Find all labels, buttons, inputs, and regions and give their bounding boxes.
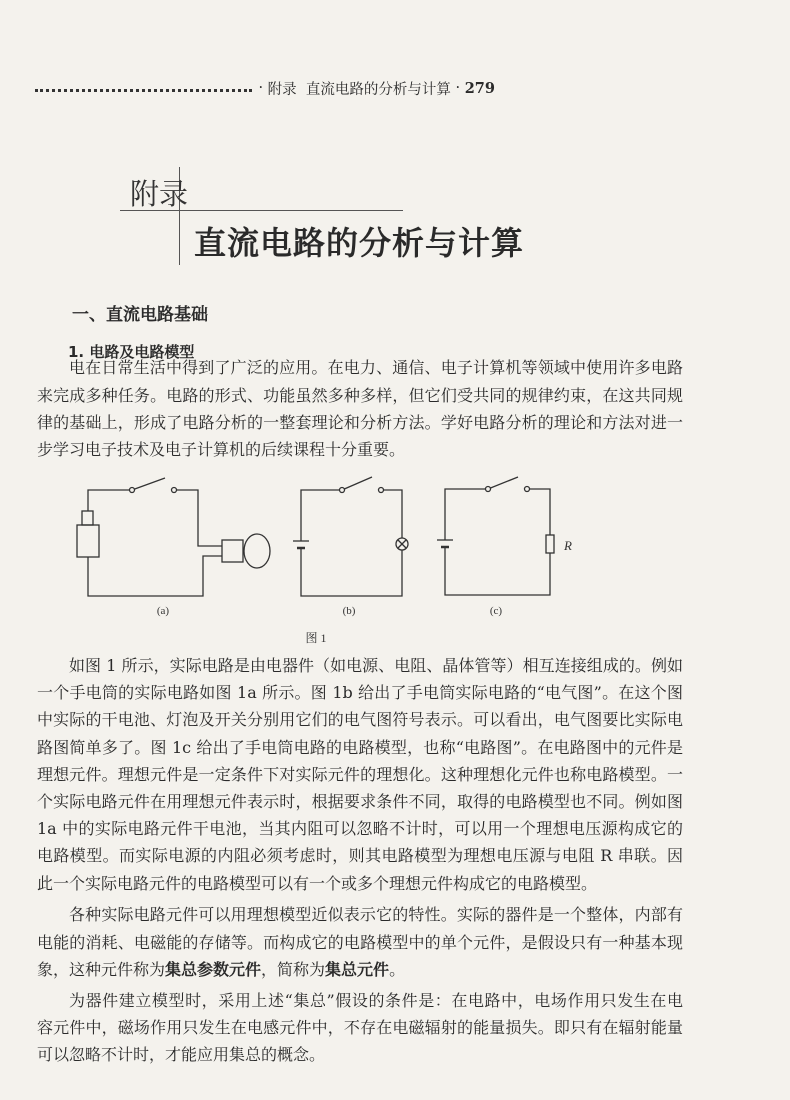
paragraph-line: 电能的消耗、电磁能的存储等。而构成它的电路模型中的单个元件，是假设只有一种基本现 [37, 933, 683, 952]
text-span: 象，这种元件称为 [37, 960, 166, 979]
label-a: (a) [156, 605, 170, 617]
paragraph-line: 电在日常生活中得到了广泛的应用。在电力、通信、电子计算机等领域中使用许多电路 [69, 358, 683, 377]
paragraph-line: 律的基础上，形成了电路分析的一整套理论和分析方法。学好电路分析的理论和方法对进一 [37, 413, 683, 432]
term-lumped-parameter-element: 集总参数元件 [165, 960, 262, 979]
paragraph-line: 为器件建立模型时，采用上述“集总”假设的条件是：在电路中，电场作用只发生在电 [69, 991, 683, 1010]
text-span: ，简称为 [261, 960, 326, 979]
circuit-c-circuit-model [437, 477, 554, 595]
paragraph-line: 步学习电子技术及电子计算机的后续课程十分重要。 [37, 440, 406, 459]
paragraph-line: 理想元件。理想元件是一定条件下对实际元件的理想化。这种理想化元件也称电路模型。一 [37, 765, 683, 784]
text-span: 。 [389, 960, 406, 979]
paragraph-line: 来完成多种任务。电路的形式、功能虽然多种多样，但它们受共同的规律约束，在这共同规 [37, 386, 683, 405]
header-title: 直流电路的分析与计算 [305, 81, 451, 98]
resistor-label: R [564, 538, 572, 553]
bulb-base [222, 540, 243, 562]
figure-1-circuits [0, 460, 790, 650]
dotted-leader [35, 89, 252, 92]
paragraph-line: 如图 1 所示，实际电路是由电器件（如电源、电阻、晶体管等）相互连接组成的。例如 [69, 656, 683, 675]
circuit-b-electrical-diagram [293, 477, 408, 596]
paragraph-line: 路图简单多了。图 1c 给出了手电筒电路的电路模型，也称“电路图”。在电路图中的元件是 [37, 738, 683, 757]
header-section: 附录 [267, 81, 297, 98]
battery-body [77, 525, 99, 557]
paragraph-line: 电路模型。而实际电源的内阻必须考虑时，则其电路模型为理想电压源与电阻 R 串联。因 [37, 846, 683, 865]
bulb-glass [244, 534, 270, 568]
paragraph-line: 1a 中的实际电路元件干电池，当其内阻可以忽略不计时，可以用一个理想电压源构成它的 [37, 819, 683, 838]
figure-caption: 图 1 [305, 631, 327, 645]
label-c: (c) [489, 605, 503, 617]
paragraph-line: 一个手电筒的实际电路如图 1a 所示。图 1b 给出了手电筒实际电路的“电气图”。在这个图 [37, 683, 683, 702]
appendix-label: 附录 [130, 177, 189, 211]
paragraph-line: 各种实际电路元件可以用理想模型近似表示它的特性。实际的器件是一个整体，内部有 [69, 905, 683, 924]
paragraph-line: 可以忽略不计时，才能应用集总的概念。 [37, 1045, 326, 1064]
paragraph-line [37, 956, 683, 984]
battery-cap [82, 511, 93, 525]
running-header: · 附录 直流电路的分析与计算 · 279 [35, 78, 495, 98]
section-heading: 一、直流电路基础 [72, 305, 208, 325]
resistor-symbol [546, 535, 554, 553]
subsection-heading: 1. 电路及电路模型 [68, 343, 195, 361]
paragraph-line: 中实际的干电池、灯泡及开关分别用它们的电气图符号表示。可以看出，电气图要比实际电 [37, 710, 683, 729]
header-bullet: · [258, 80, 268, 96]
circuit-a-actual-flashlight [77, 478, 270, 596]
paragraph-line: 此一个实际电路元件的电路模型可以有一个或多个理想元件构成它的电路模型。 [37, 874, 598, 893]
paragraph-line: 个实际电路元件在用理想元件表示时，根据要求条件不同，取得的电路模型也不同。例如图 [37, 792, 683, 811]
term-lumped-element: 集总元件 [325, 960, 390, 979]
paragraph-line: 容元件中，磁场作用只发生在电感元件中，不存在电磁辐射的能量损失。即只有在辐射能量 [37, 1018, 683, 1037]
chapter-title: 直流电路的分析与计算 [194, 224, 525, 262]
page-number: 279 [464, 79, 495, 97]
label-b: (b) [342, 605, 356, 617]
